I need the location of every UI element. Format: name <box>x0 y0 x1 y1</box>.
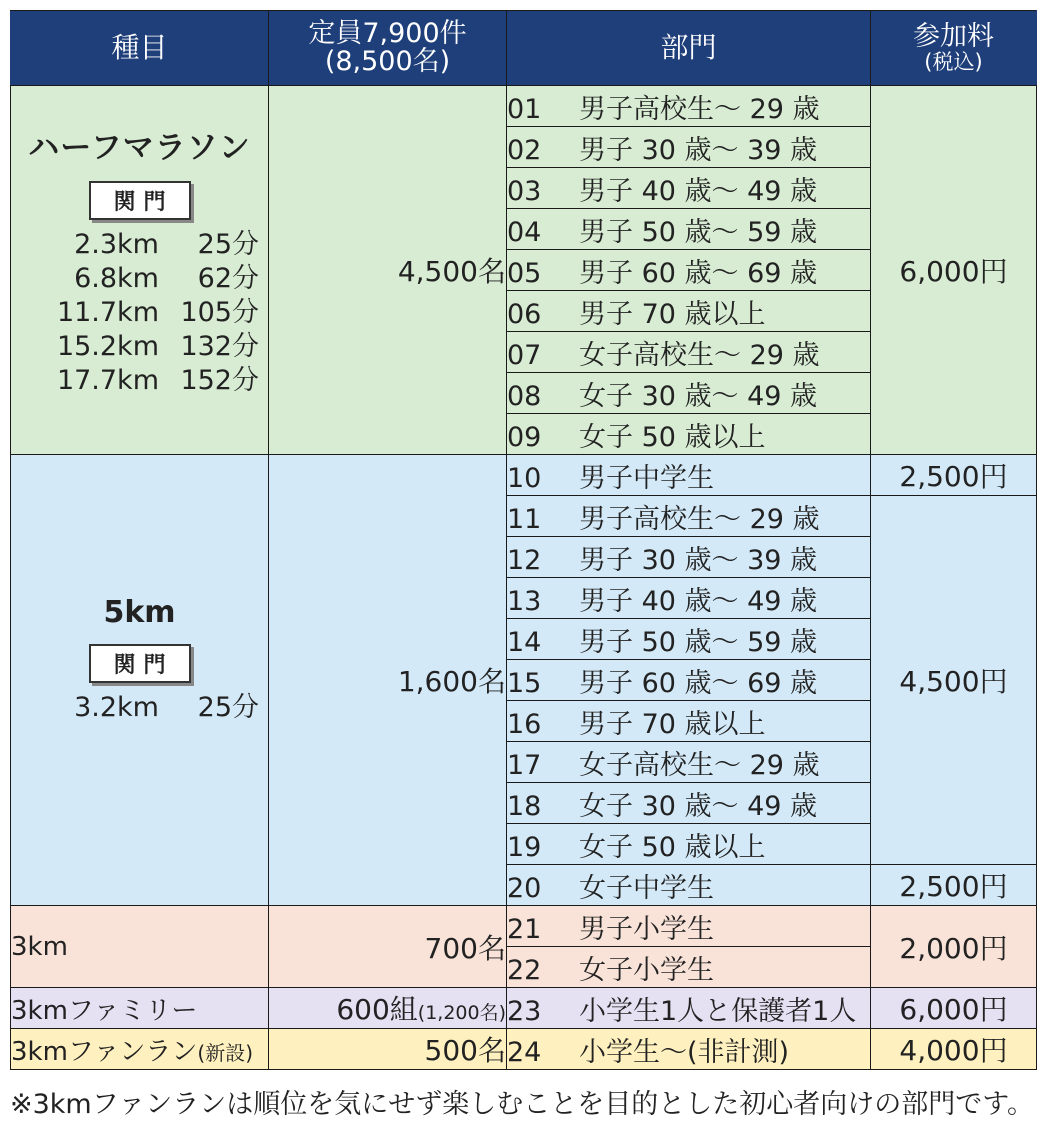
checkpoint-list <box>11 228 268 398</box>
table-row <box>11 455 1037 496</box>
division-number: 04 <box>507 216 542 248</box>
checkpoint-row <box>29 364 268 398</box>
checkpoint-time: 25分 <box>197 692 259 723</box>
division-number: 18 <box>507 790 542 822</box>
division-number: 09 <box>507 421 542 453</box>
division-name: 男子 50 歳〜 59 歳 <box>579 626 818 658</box>
checkpoint-time: 132分 <box>180 331 259 362</box>
division-cell <box>507 86 871 127</box>
category-5km <box>11 455 269 906</box>
capacity-groups: 600組 <box>336 993 418 1026</box>
division-name: 男子 30 歳〜 39 歳 <box>579 134 818 166</box>
division-number: 11 <box>507 503 542 535</box>
division-number: 12 <box>507 544 542 576</box>
division-name: 男子高校生〜 29 歳 <box>579 93 820 125</box>
checkpoint-distance: 15.2km <box>56 331 159 362</box>
entry-table <box>10 10 1037 1070</box>
division-number: 22 <box>507 954 542 986</box>
division-number: 13 <box>507 585 542 617</box>
division-name: 女子高校生〜 29 歳 <box>579 339 820 371</box>
capacity-cell: 4,500名 <box>269 86 507 455</box>
division-cell <box>507 578 871 619</box>
division-name: 女子 50 歳以上 <box>579 421 766 453</box>
checkpoint-time: 25分 <box>197 229 259 260</box>
checkpoint-distance: 3.2km <box>74 692 159 723</box>
capacity-cell: 700名 <box>269 906 507 988</box>
checkpoint-row <box>29 330 268 364</box>
division-name: 男子 40 歳〜 49 歳 <box>579 585 818 617</box>
division-number: 23 <box>507 995 542 1027</box>
division-cell <box>507 783 871 824</box>
division-cell <box>507 906 871 947</box>
header-category: 種目 <box>11 11 269 86</box>
division-number: 16 <box>507 708 542 740</box>
category-title: 3kmファンラン <box>11 1036 198 1067</box>
checkpoint-row <box>29 691 268 725</box>
division-name: 男子 70 歳以上 <box>579 708 766 740</box>
division-number: 03 <box>507 175 542 207</box>
fee-cell: 2,500円 <box>871 455 1037 496</box>
category-half-marathon <box>11 86 269 455</box>
fee-cell: 2,500円 <box>871 865 1037 906</box>
table-row <box>11 906 1037 947</box>
division-cell <box>507 865 871 906</box>
division-number: 05 <box>507 257 542 289</box>
fee-cell: 4,500円 <box>871 496 1037 865</box>
checkpoint-list <box>11 691 268 725</box>
category-3km-funrun <box>11 1029 269 1070</box>
checkpoint-distance: 11.7km <box>56 297 159 328</box>
header-division: 部門 <box>507 11 871 86</box>
division-cell <box>507 168 871 209</box>
division-cell <box>507 373 871 414</box>
checkpoint-row <box>29 262 268 296</box>
fee-cell: 6,000円 <box>871 988 1037 1029</box>
division-cell <box>507 414 871 455</box>
fee-cell: 6,000円 <box>871 86 1037 455</box>
capacity-people: (1,200名) <box>417 1002 506 1024</box>
division-cell <box>507 1029 871 1070</box>
header-fee: 参加料 (税込) <box>871 11 1037 86</box>
checkpoint-distance: 2.3km <box>74 229 159 260</box>
division-cell <box>507 537 871 578</box>
division-number: 08 <box>507 380 542 412</box>
new-badge: (新設) <box>197 1040 254 1065</box>
checkpoint-distance: 6.8km <box>74 263 159 294</box>
division-number: 19 <box>507 831 542 863</box>
division-number: 10 <box>507 462 542 494</box>
category-3km: 3km <box>11 906 269 988</box>
category-title: 5km <box>103 595 176 630</box>
division-cell <box>507 209 871 250</box>
division-number: 06 <box>507 298 542 330</box>
division-name: 女子高校生〜 29 歳 <box>579 749 820 781</box>
division-cell <box>507 701 871 742</box>
division-name: 男子 30 歳〜 39 歳 <box>579 544 818 576</box>
capacity-cell: 500名 <box>269 1029 507 1070</box>
division-cell <box>507 660 871 701</box>
checkpoint-distance: 17.7km <box>56 365 159 396</box>
division-cell <box>507 250 871 291</box>
checkpoint-time: 152分 <box>180 365 259 396</box>
division-name: 男子 50 歳〜 59 歳 <box>579 216 818 248</box>
capacity-cell: 1,600名 <box>269 455 507 906</box>
division-name: 女子中学生 <box>579 872 714 904</box>
division-name: 男子 60 歳〜 69 歳 <box>579 257 818 289</box>
division-number: 20 <box>507 872 542 904</box>
division-cell <box>507 455 871 496</box>
division-name: 男子中学生 <box>579 462 714 494</box>
table-row <box>11 988 1037 1029</box>
division-name: 男子 40 歳〜 49 歳 <box>579 175 818 207</box>
division-number: 17 <box>507 749 542 781</box>
checkpoint-time: 105分 <box>180 297 259 328</box>
division-name: 女子小学生 <box>579 954 714 986</box>
division-name: 男子 60 歳〜 69 歳 <box>579 667 818 699</box>
checkpoint-row <box>29 228 268 262</box>
table-row <box>11 1029 1037 1070</box>
division-name: 男子高校生〜 29 歳 <box>579 503 820 535</box>
division-number: 01 <box>507 93 542 125</box>
division-name: 小学生1人と保護者1人 <box>579 995 857 1027</box>
division-number: 24 <box>507 1036 542 1068</box>
checkpoint-label: 関門 <box>89 644 191 683</box>
division-cell <box>507 742 871 783</box>
fee-cell: 4,000円 <box>871 1029 1037 1070</box>
division-name: 女子 30 歳〜 49 歳 <box>579 790 818 822</box>
category-3km-family: 3kmファミリー <box>11 988 269 1029</box>
division-cell <box>507 332 871 373</box>
footnote: ※3kmファンランは順位を気にせず楽しむことを目的とした初心者向けの部門です。 <box>10 1089 1035 1120</box>
division-number: 02 <box>507 134 542 166</box>
division-cell <box>507 291 871 332</box>
category-title: ハーフマラソン <box>28 130 251 166</box>
header-capacity: 定員7,900件 (8,500名) <box>269 11 507 86</box>
checkpoint-time: 62分 <box>197 263 259 294</box>
division-name: 男子 70 歳以上 <box>579 298 766 330</box>
division-name: 男子小学生 <box>579 913 714 945</box>
division-number: 07 <box>507 339 542 371</box>
division-cell <box>507 947 871 988</box>
table-row <box>11 86 1037 127</box>
division-name: 女子 30 歳〜 49 歳 <box>579 380 818 412</box>
capacity-cell <box>269 988 507 1029</box>
division-name: 女子 50 歳以上 <box>579 831 766 863</box>
checkpoint-row <box>29 296 268 330</box>
division-number: 21 <box>507 913 542 945</box>
division-cell <box>507 988 871 1029</box>
checkpoint-label: 関門 <box>89 181 191 220</box>
division-number: 14 <box>507 626 542 658</box>
division-number: 15 <box>507 667 542 699</box>
division-cell <box>507 127 871 168</box>
division-cell <box>507 619 871 660</box>
division-cell <box>507 496 871 537</box>
division-name: 小学生〜(非計測) <box>579 1036 790 1068</box>
fee-cell: 2,000円 <box>871 906 1037 988</box>
division-cell <box>507 824 871 865</box>
